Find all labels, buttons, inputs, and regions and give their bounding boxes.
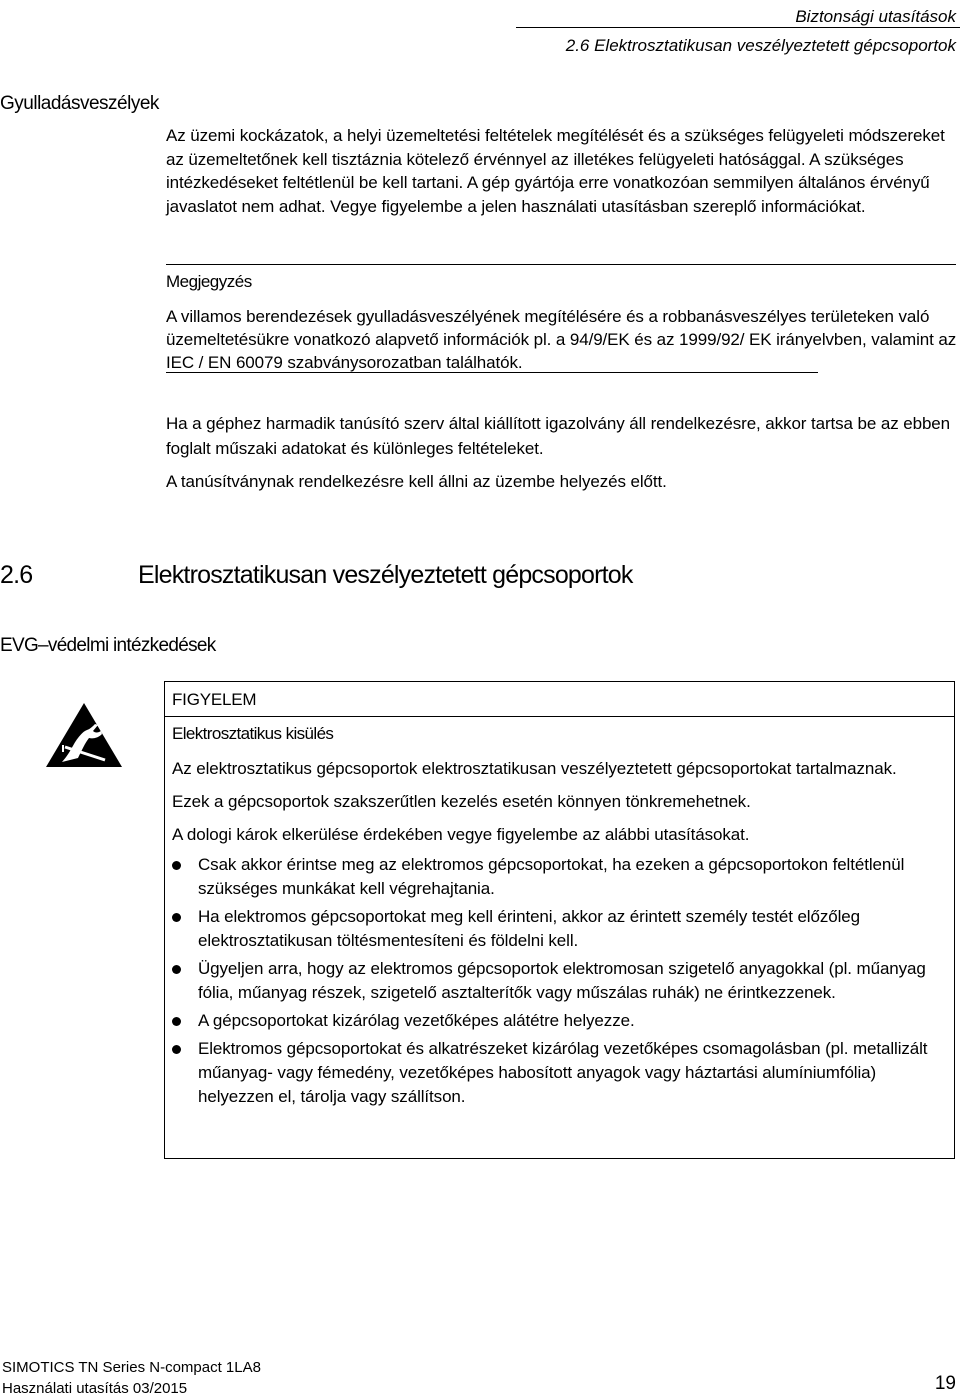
notice-subtitle: Elektrosztatikus kisülés <box>172 724 334 743</box>
esd-subheading: EVG–védelmi intézkedések <box>0 635 216 656</box>
list-item-text: Ha elektromos gépcsoportokat meg kell érinteni, akkor az érintett személy testét előzőleg elektrosztatikusan töltésmentesíteni és földelni kell. <box>198 907 860 950</box>
fire-hazard-intro: Az üzemi kockázatok, a helyi üzemeltetési feltételek megítélését és a szükséges felügyeleti módszereket az üzemeltetőnek kell tisztáznia kötelező érvénnyel az illetékes felügyeleti hatósággal. A szükséges intézkedéseket feltétlenül be kell tartani. A gép gyártója erre vonatkozóan semmilyen általános érvényű javaslatot nem adhat. Vegye figyelembe a jelen használati utasításban szereplő információkat. <box>166 126 945 216</box>
header-section: 2.6 Elektrosztatikusan veszélyeztetett gépcsoportok <box>565 36 956 55</box>
list-item-text: Ügyeljen arra, hogy az elektromos gépcsoportok elektromosan szigetelő anyagokkal (pl. műanyag fólia, műanyag részek, szigetelő asztalterítők vagy műszálas ruhák) ne érintkezzenek. <box>198 959 926 1002</box>
header-chapter: Biztonsági utasítások <box>795 7 956 26</box>
list-item-text: Elektromos gépcsoportokat és alkatrészeket kizárólag vezetőképes csomagolásban (pl. metallizált műanyag- vagy fémedény, vezetőképes habosított anyagok vagy háztartási alumíniumfólia) helyezzen el, tárolja vagy szállítson. <box>198 1039 928 1106</box>
page-number: 19 <box>934 1373 956 1394</box>
bullet-icon <box>172 861 181 870</box>
list-item <box>172 853 947 901</box>
notice-bullet-list <box>172 853 947 1109</box>
note-title: Megjegyzés <box>166 272 252 291</box>
bullet-icon <box>172 913 181 922</box>
section-number: 2.6 <box>0 561 33 589</box>
bullet-icon <box>172 1045 181 1054</box>
notice-paragraph: Az elektrosztatikus gépcsoportok elektrosztatikusan veszélyeztetett gépcsoportokat tartalmaznak. <box>172 759 897 778</box>
header-rule <box>516 27 960 28</box>
note-top-rule <box>166 264 956 265</box>
notice-rule <box>165 716 954 717</box>
notice-label: FIGYELEM <box>172 690 257 709</box>
esd-warning-icon <box>43 700 125 770</box>
section-title: Elektrosztatikusan veszélyeztetett gépcsoportok <box>138 561 633 589</box>
certificate-paragraph: Ha a géphez harmadik tanúsító szerv által kiállított igazolvány áll rendelkezésre, akkor tartsa be az ebben foglalt műszaki adatokat és különleges feltételeket. <box>166 414 951 458</box>
fire-hazard-heading: Gyulladásveszélyek <box>0 93 159 114</box>
list-item-text: Csak akkor érintse meg az elektromos gépcsoportokat, ha ezeken a gépcsoportokon feltétlenül szükséges munkákat kell végrehajtania. <box>198 855 905 898</box>
running-header <box>566 2 956 60</box>
footer-manual: Használati utasítás 03/2015 <box>2 1380 188 1397</box>
notice-paragraph: A dologi károk elkerülése érdekében vegye figyelembe az alábbi utasításokat. <box>172 825 750 844</box>
bullet-icon <box>172 965 181 974</box>
bullet-icon <box>172 1017 181 1026</box>
notice-paragraph: Ezek a gépcsoportok szakszerűtlen kezelés esetén könnyen tönkremehetnek. <box>172 792 751 811</box>
list-item <box>172 957 947 1005</box>
list-item <box>172 1009 947 1033</box>
certificate-availability-paragraph: A tanúsítványnak rendelkezésre kell állni az üzembe helyezés előtt. <box>166 472 667 491</box>
list-item <box>172 905 947 953</box>
list-item-text: A gépcsoportokat kizárólag vezetőképes alátétre helyezze. <box>198 1011 635 1030</box>
list-item <box>172 1037 947 1109</box>
notice-box <box>164 681 955 1159</box>
note-body: A villamos berendezések gyulladásveszélyének megítélésére és a robbanásveszélyes területeken való üzemeltetésükre vonatkozó alapvető információk pl. a 94/9/EK és az 1999/92/ EK irányelvben, valamint az IEC / EN 60079 szabványsorozatban találhatók. <box>166 307 957 373</box>
notice-body <box>172 757 947 1113</box>
footer-product: SIMOTICS TN Series N-compact 1LA8 <box>2 1359 261 1376</box>
footer <box>2 1357 261 1399</box>
note-bottom-rule <box>166 372 818 373</box>
